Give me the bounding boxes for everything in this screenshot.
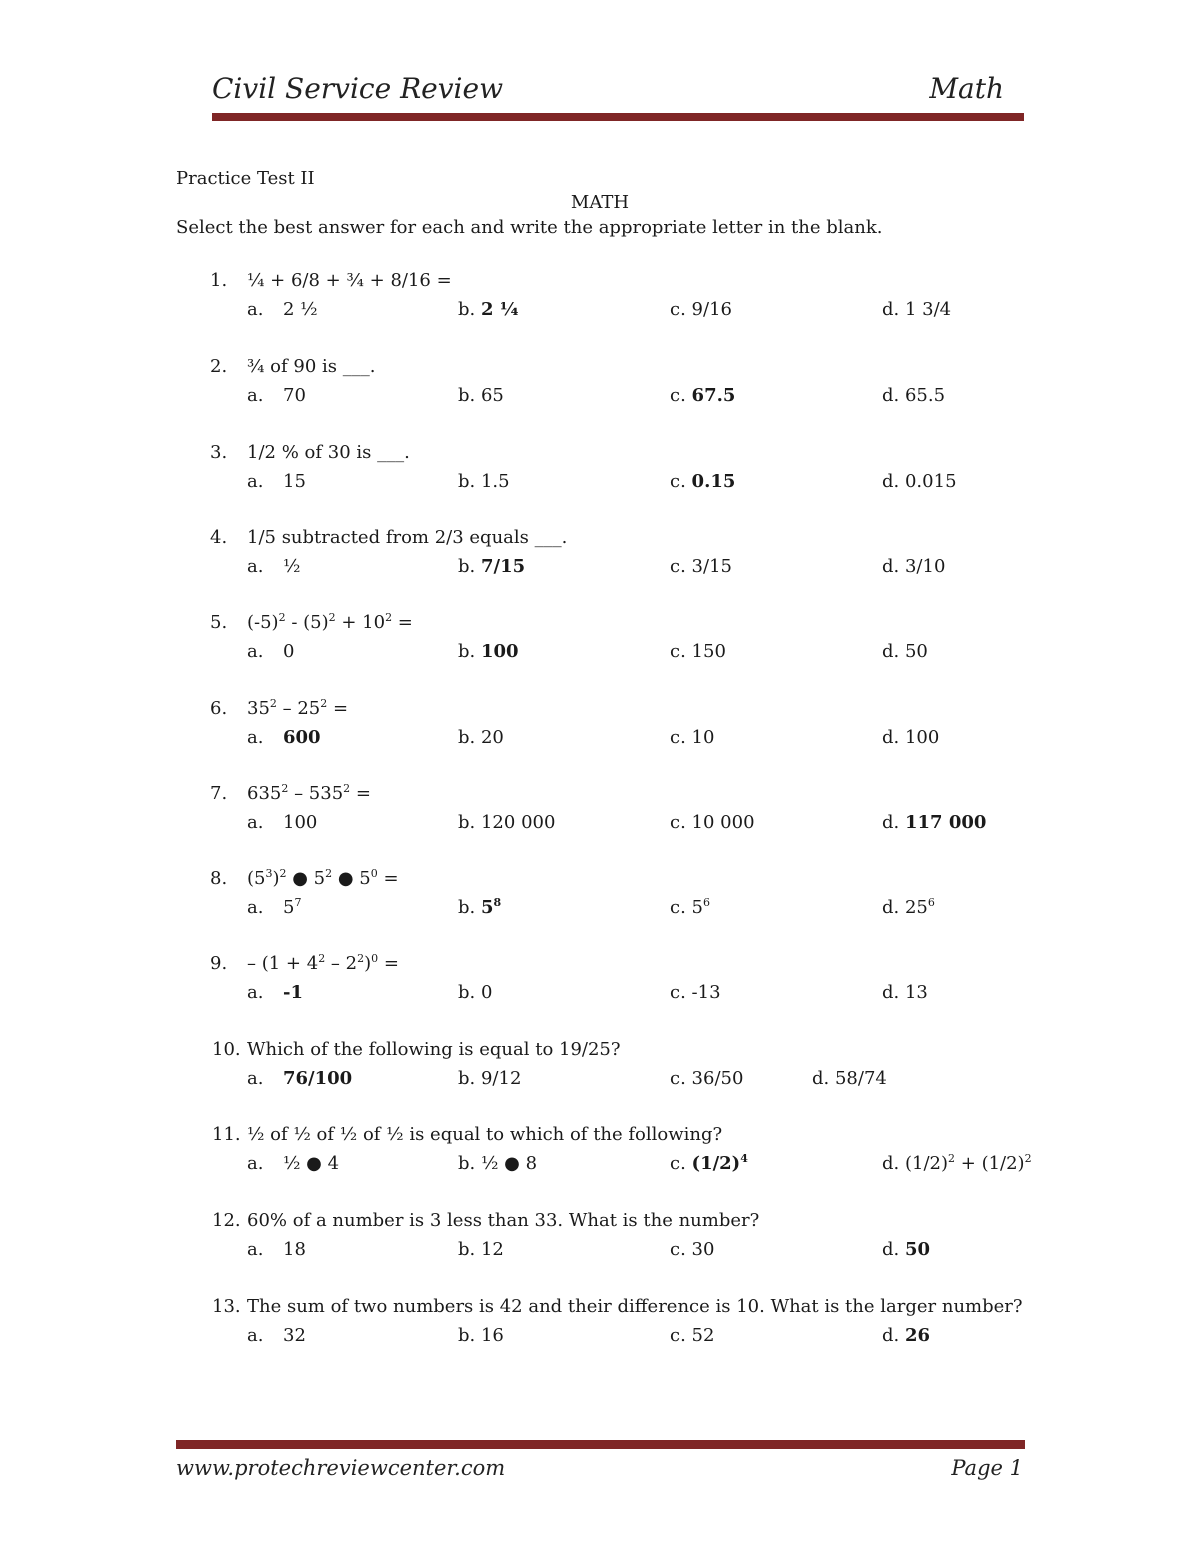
- question-text: $635^2 - 535^2$ =: [247, 782, 371, 804]
- option-a: a. ½ ● 4: [247, 1153, 340, 1174]
- option-c: c. 10 000: [670, 812, 755, 833]
- question-text: – $(1 + 4^2 - 2^2)^0$ =: [247, 952, 399, 974]
- option-c: c. 36/50: [670, 1068, 744, 1089]
- question-number: 7.: [210, 783, 228, 804]
- option-d: d. 100: [882, 727, 940, 748]
- option-d: d. 117 000: [882, 812, 987, 833]
- option-a: a. 600: [247, 727, 321, 748]
- footer-url: www.protechreviewcenter.com: [176, 1456, 506, 1480]
- option-b: b. 65: [458, 385, 504, 406]
- option-c: c. 52: [670, 1325, 715, 1346]
- option-c: c. 9/16: [670, 299, 732, 320]
- option-a: a. 76/100: [247, 1068, 353, 1089]
- question-11: [176, 1124, 1046, 1184]
- header-divider: [212, 113, 1024, 121]
- option-d: d. 13: [882, 982, 928, 1003]
- option-a: a. 18: [247, 1239, 306, 1260]
- question-number: 3.: [210, 442, 228, 463]
- question-number: 8.: [210, 868, 228, 889]
- option-c: c. 3/15: [670, 556, 732, 577]
- option-d: d. 3/10: [882, 556, 946, 577]
- instruction-text: Select the best answer for each and write the appropriate letter in the blank.: [176, 217, 883, 238]
- question-number: 1.: [210, 270, 228, 291]
- option-b: b. 16: [458, 1325, 504, 1346]
- question-text: 1/2 % of 30 is ___.: [247, 442, 410, 463]
- option-a: a. -1: [247, 982, 303, 1003]
- question-text: Which of the following is equal to 19/25?: [247, 1039, 621, 1060]
- option-d: d. 50: [882, 1239, 931, 1260]
- option-b: b. 0: [458, 982, 493, 1003]
- option-c: c. $(1/2)^4$: [670, 1152, 748, 1174]
- header-subject: Math: [929, 72, 1004, 105]
- question-text: ¾ of 90 is ___.: [247, 356, 376, 377]
- question-3: [176, 442, 1046, 502]
- option-b: b. 12: [458, 1239, 504, 1260]
- option-b: b. 9/12: [458, 1068, 522, 1089]
- option-a: a. $5^7$: [247, 896, 302, 918]
- section-heading: MATH: [570, 192, 630, 213]
- question-5: [176, 612, 1046, 672]
- option-c: c. 0.15: [670, 471, 736, 492]
- option-d: d. 50: [882, 641, 928, 662]
- option-a: a. 0: [247, 641, 295, 662]
- option-c: c. -13: [670, 982, 721, 1003]
- option-d: d. $25^6$: [882, 896, 935, 918]
- option-c: c. 150: [670, 641, 726, 662]
- question-text: $(5^3)^2$ ● $5^2$ ● $5^0$ =: [247, 867, 399, 889]
- option-a: a. 32: [247, 1325, 306, 1346]
- option-b: b. 20: [458, 727, 504, 748]
- option-a: a. 100: [247, 812, 318, 833]
- question-10: [176, 1039, 1046, 1099]
- question-number: 13.: [212, 1296, 241, 1317]
- option-a: a. 70: [247, 385, 306, 406]
- question-number: 4.: [210, 527, 228, 548]
- question-9: [176, 953, 1046, 1013]
- question-text: 1/5 subtracted from 2/3 equals ___.: [247, 527, 568, 548]
- header-title: Civil Service Review: [212, 72, 504, 105]
- option-b: b. 2 ¼: [458, 299, 519, 320]
- question-text: The sum of two numbers is 42 and their difference is 10. What is the larger number?: [247, 1296, 1023, 1317]
- question-number: 6.: [210, 698, 228, 719]
- page-number: Page 1: [951, 1456, 1023, 1480]
- footer-divider: [176, 1440, 1025, 1449]
- option-d: d. $(1/2)^2 + (1/2)^2$: [882, 1152, 1032, 1174]
- option-b: b. 100: [458, 641, 519, 662]
- question-12: [176, 1210, 1046, 1270]
- option-b: b. 1.5: [458, 471, 510, 492]
- question-2: [176, 356, 1046, 416]
- question-text: 60% of a number is 3 less than 33. What is the number?: [247, 1210, 760, 1231]
- option-b: b. 120 000: [458, 812, 556, 833]
- option-c: c. 67.5: [670, 385, 736, 406]
- question-number: 5.: [210, 612, 228, 633]
- option-b: b. ½ ● 8: [458, 1153, 538, 1174]
- question-4: [176, 527, 1046, 587]
- question-number: 11.: [212, 1124, 241, 1145]
- question-text: ¼ + 6/8 + ¾ + 8/16 =: [247, 270, 452, 291]
- question-number: 2.: [210, 356, 228, 377]
- question-text: ½ of ½ of ½ of ½ is equal to which of the following?: [247, 1124, 723, 1145]
- option-c: c. 10: [670, 727, 715, 748]
- option-d: d. 58/74: [812, 1068, 887, 1089]
- question-number: 10.: [212, 1039, 241, 1060]
- question-number: 9.: [210, 953, 228, 974]
- question-1: [176, 270, 1046, 330]
- question-text: $35^2 - 25^2$ =: [247, 697, 349, 719]
- question-number: 12.: [212, 1210, 241, 1231]
- option-d: d. 65.5: [882, 385, 946, 406]
- option-b: b. 7/15: [458, 556, 526, 577]
- question-6: [176, 698, 1046, 758]
- option-d: d. 0.015: [882, 471, 957, 492]
- option-c: c. 30: [670, 1239, 715, 1260]
- option-d: d. 1 3/4: [882, 299, 952, 320]
- practice-test-label: Practice Test II: [176, 168, 315, 189]
- option-b: b. $5^8$: [458, 896, 502, 918]
- question-text: $(-5)^2 - (5)^2 + 10^2$ =: [247, 611, 413, 633]
- question-13: [176, 1296, 1046, 1356]
- option-d: d. 26: [882, 1325, 931, 1346]
- question-8: [176, 868, 1046, 928]
- option-a: a. 2 ½: [247, 299, 318, 320]
- option-c: c. $5^6$: [670, 896, 710, 918]
- question-7: [176, 783, 1046, 843]
- option-a: a. ½: [247, 556, 301, 577]
- option-a: a. 15: [247, 471, 306, 492]
